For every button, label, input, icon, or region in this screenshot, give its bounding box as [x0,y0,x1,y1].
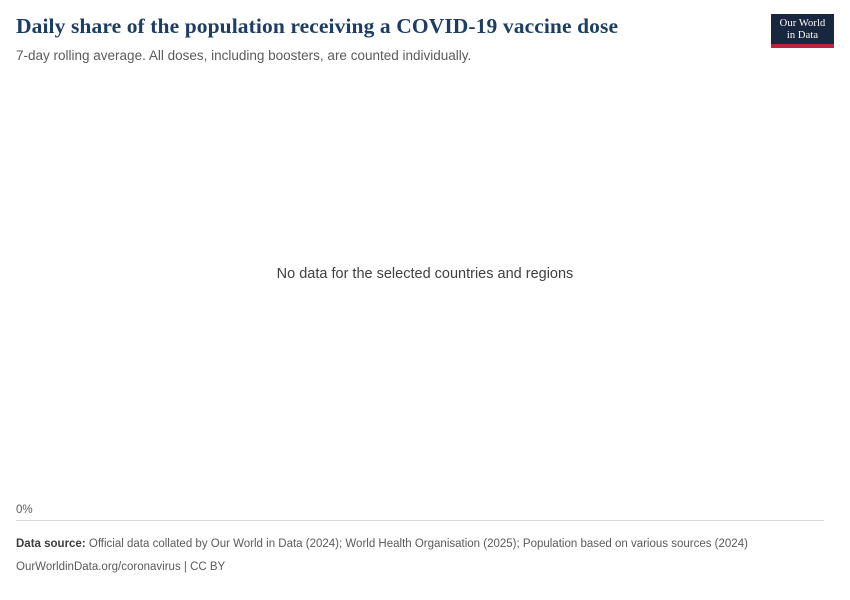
data-source-line [16,537,806,553]
logo-line-2: in Data [786,29,819,41]
data-source-label: Data source: [16,538,86,551]
chart-subtitle: 7-day rolling average. All doses, including boosters, are counted individually. [16,47,472,63]
page-title: Daily share of the population receiving a COVID-19 vaccine dose [16,14,619,38]
y-axis-zero-line [16,520,824,521]
y-axis-tick-label: 0% [16,504,38,516]
chart-header [16,14,834,65]
chart-plot-area [16,91,834,521]
logo-line-1: Our World [779,18,826,29]
source-link[interactable]: OurWorldinData.org/coronavirus | CC BY [16,560,226,573]
no-data-message: No data for the selected countries and regions [276,266,574,283]
data-source-text: Official data collated by Our World in Data (2024); World Health Organisation (2025); Population based on various sources (2024) [88,538,748,551]
chart-footer [16,537,834,575]
our-world-in-data-logo[interactable] [771,14,834,48]
